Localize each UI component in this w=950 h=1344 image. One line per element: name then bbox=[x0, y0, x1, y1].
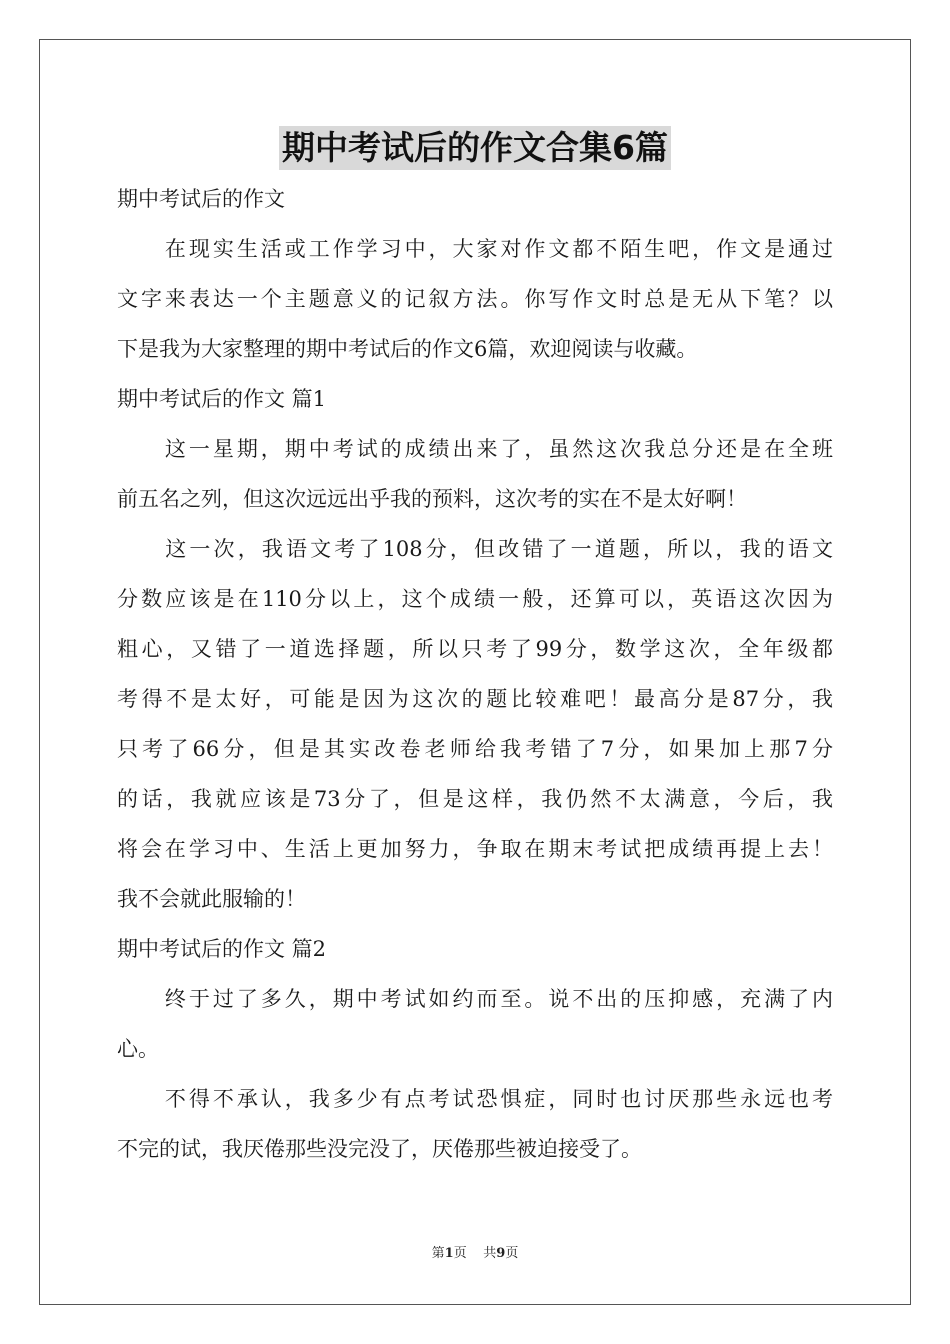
paragraph-line: 只考了66分，但是其实改卷老师给我考错了7分，如果加上那7分 bbox=[117, 737, 833, 761]
paragraph-line: 分数应该是在110分以上，这个成绩一般，还算可以，英语这次因为 bbox=[117, 587, 833, 611]
title-container bbox=[0, 126, 950, 170]
page-footer bbox=[0, 1245, 950, 1263]
total-label-suffix: 页 bbox=[505, 1246, 519, 1261]
page-total: 9 bbox=[496, 1246, 506, 1261]
paragraph-line: 文字来表达一个主题意义的记叙方法。你写作文时总是无从下笔？以 bbox=[117, 287, 833, 311]
section-heading: 期中考试后的作文 篇2 bbox=[117, 937, 327, 961]
paragraph-line: 的话，我就应该是73分了，但是这样，我仍然不太满意，今后，我 bbox=[117, 787, 833, 811]
paragraph-line: 粗心，又错了一道选择题，所以只考了99分，数学这次，全年级都 bbox=[117, 637, 833, 661]
paragraph-line: 不完的试，我厌倦那些没完没了，厌倦那些被迫接受了。 bbox=[117, 1137, 642, 1161]
paragraph-line: 我不会就此服输的！ bbox=[117, 887, 306, 911]
paragraph-line: 下是我为大家整理的期中考试后的作文6篇，欢迎阅读与收藏。 bbox=[117, 337, 698, 361]
paragraph-line: 这一星期，期中考试的成绩出来了，虽然这次我总分还是在全班 bbox=[117, 437, 833, 461]
page-label-prefix: 第 bbox=[431, 1246, 445, 1261]
total-label-prefix: 共 bbox=[483, 1246, 497, 1261]
paragraph-line: 考得不是太好，可能是因为这次的题比较难吧！最高分是87分，我 bbox=[117, 687, 833, 711]
page-label-suffix: 页 bbox=[453, 1246, 467, 1261]
section-heading: 期中考试后的作文 bbox=[117, 187, 285, 211]
paragraph-line: 将会在学习中、生活上更加努力，争取在期末考试把成绩再提上去！ bbox=[117, 837, 833, 861]
paragraph-line: 在现实生活或工作学习中，大家对作文都不陌生吧，作文是通过 bbox=[117, 237, 833, 261]
document-title: 期中考试后的作文合集6篇 bbox=[279, 126, 671, 170]
paragraph-line: 终于过了多久，期中考试如约而至。说不出的压抑感，充满了内 bbox=[117, 987, 833, 1011]
page-current: 1 bbox=[444, 1246, 454, 1261]
section-heading: 期中考试后的作文 篇1 bbox=[117, 387, 327, 411]
paragraph-line: 前五名之列，但这次远远出乎我的预料，这次考的实在不是太好啊！ bbox=[117, 487, 747, 511]
paragraph-line: 心。 bbox=[117, 1037, 159, 1061]
paragraph-line: 不得不承认，我多少有点考试恐惧症，同时也讨厌那些永远也考 bbox=[117, 1087, 833, 1111]
paragraph-line: 这一次，我语文考了108分，但改错了一道题，所以，我的语文 bbox=[117, 537, 833, 561]
page-border bbox=[39, 39, 911, 1305]
